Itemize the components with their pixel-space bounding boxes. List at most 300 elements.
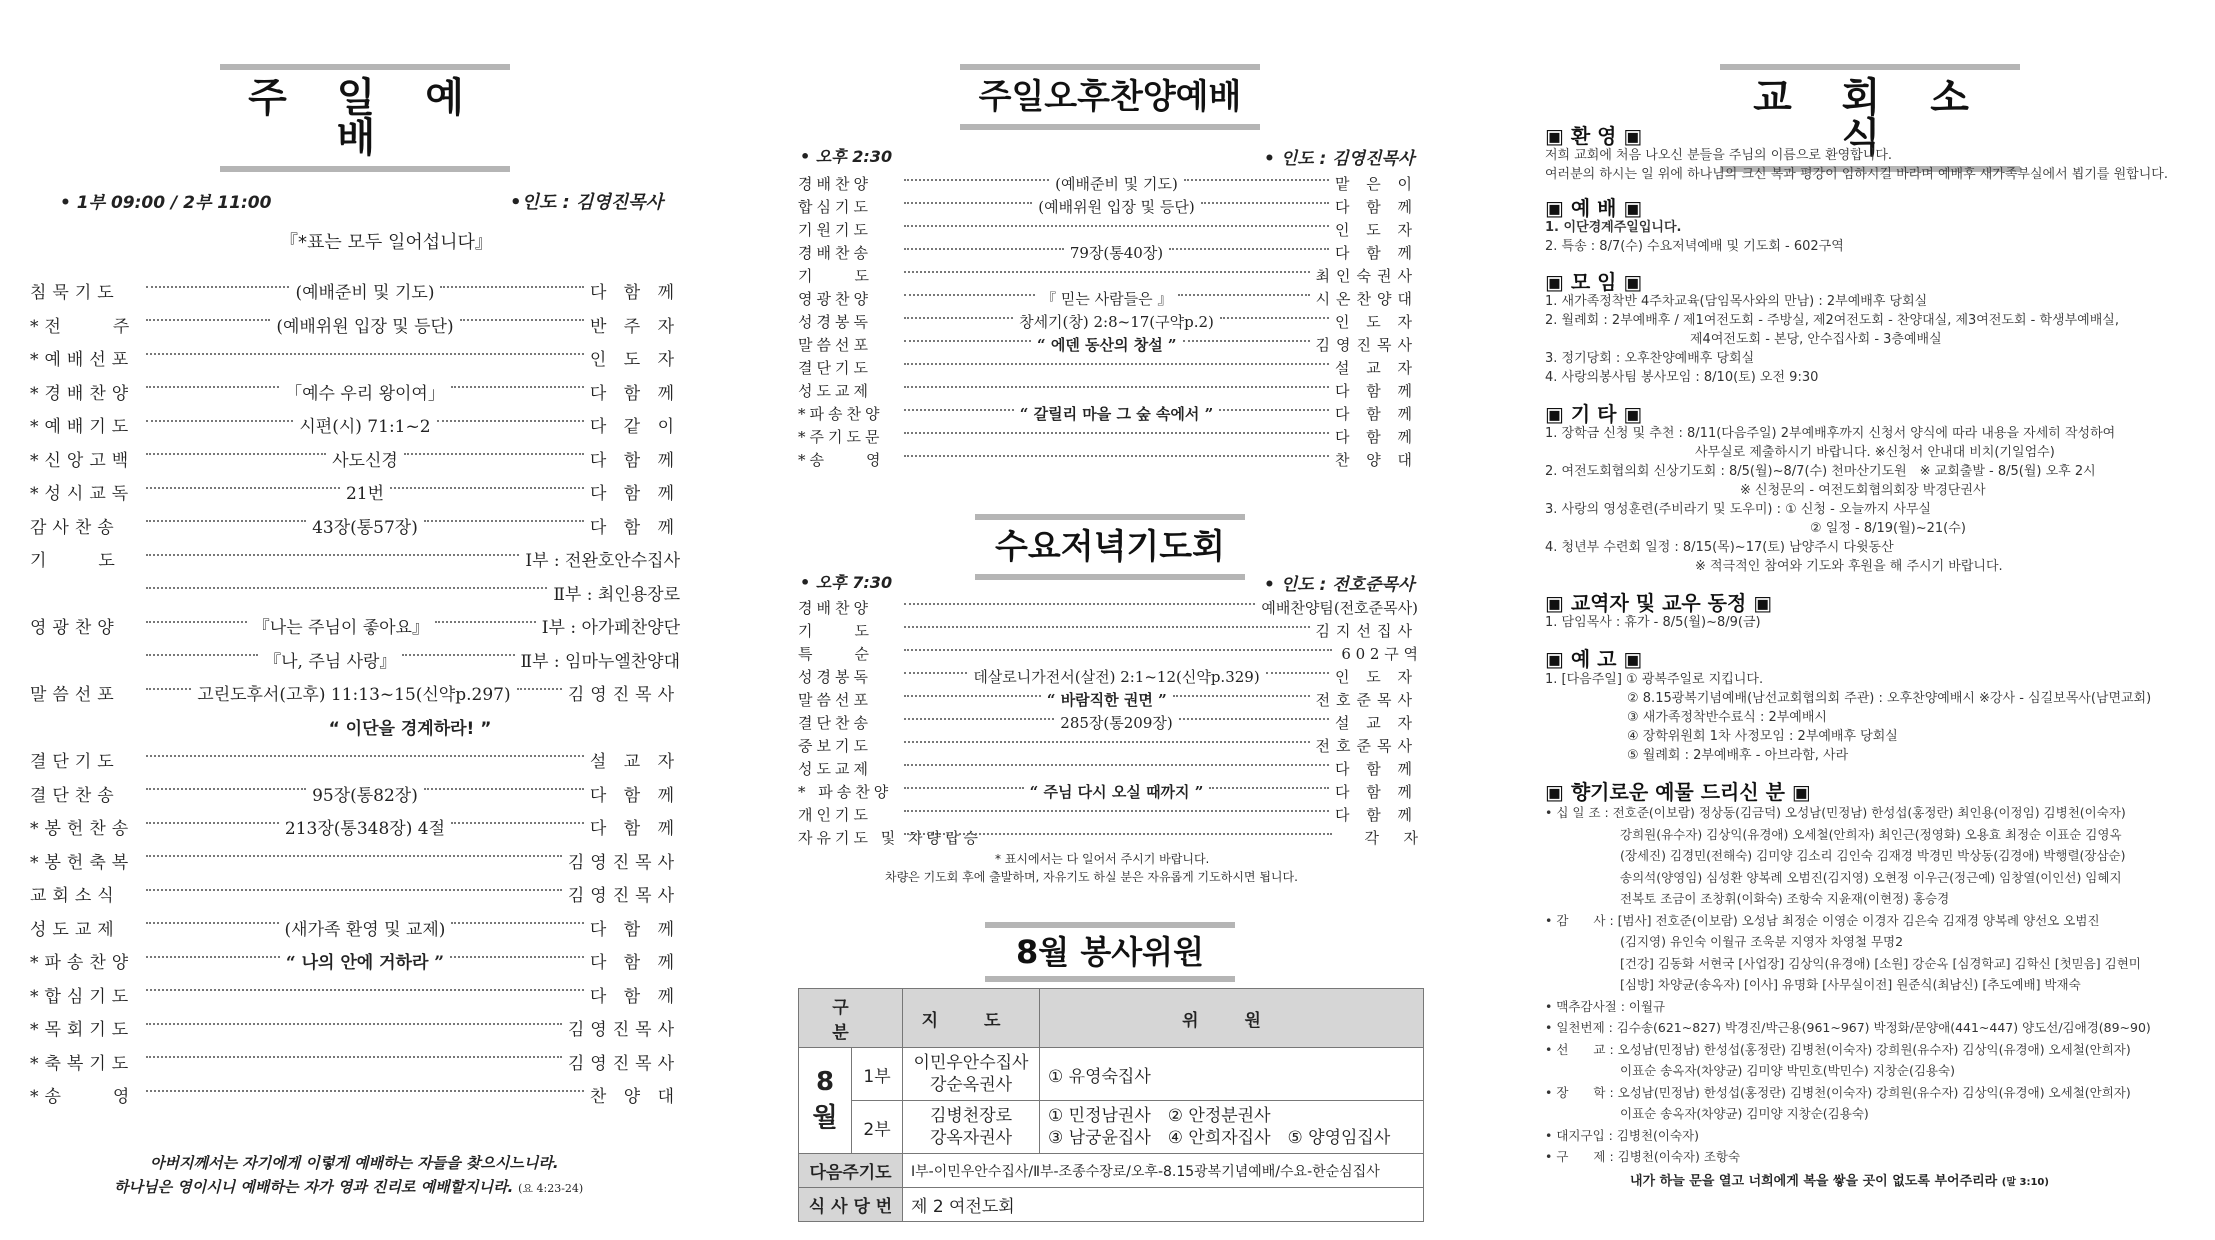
order-person: 김영진목사 — [567, 852, 680, 873]
leader-dots — [404, 453, 584, 455]
order-detail: 사도신경 — [332, 450, 398, 471]
order-row — [30, 643, 680, 677]
order-detail: 21번 — [345, 484, 384, 505]
section-etc: ▣ 기 타 ▣ — [1545, 402, 1643, 426]
order-row — [798, 264, 1418, 287]
table-next-week-label: 다음주기도 — [799, 1154, 903, 1188]
order-person: 설 교 자 — [589, 752, 680, 773]
table-leader-2 — [903, 1101, 1040, 1154]
sunday-order-list — [30, 274, 680, 1134]
order-label: *예배선포 — [30, 350, 135, 371]
order-person: Ⅰ부 : 전완호안수집사 — [525, 551, 680, 572]
order-label: 말씀선포 — [798, 691, 872, 709]
order-detail: 『나는 주님이 좋아요』 — [252, 618, 429, 639]
order-detail: “ 에덴 동산의 창설 ” — [1036, 336, 1177, 354]
order-person: 다 함 께 — [589, 785, 680, 806]
order-person: 인 도 자 — [1334, 221, 1418, 239]
offering-line: (김지영) 유인숙 이월규 조욱분 지영자 차영철 무명2 — [1620, 934, 1904, 949]
order-label: 침묵기도 — [30, 283, 120, 304]
order-detail: 213장(통348장) 4절 — [284, 819, 445, 840]
order-person: 김영진목사 — [1315, 336, 1418, 354]
leader-dots — [146, 654, 258, 656]
wednesday-foot-note1: * 표시에서는 다 일어서 주시기 바랍니다. — [995, 852, 1210, 866]
order-label: 감사찬송 — [30, 517, 120, 538]
order-person: 다 함 께 — [1334, 760, 1418, 778]
leader-dots — [904, 695, 1041, 697]
table-members-1: ① 유영숙집사 — [1040, 1048, 1424, 1101]
section-offering: ▣ 향기로운 예물 드리신 분 ▣ — [1545, 780, 1811, 804]
order-row — [30, 308, 680, 342]
order-person: 인 도 자 — [1334, 313, 1418, 331]
leader-dots — [904, 626, 1310, 628]
etc-line3b: ② 일정 - 8/19(월)~21(수) — [1810, 521, 1966, 536]
welcome-line1: 저희 교회에 처음 나오신 분들을 주님의 이름으로 환영합니다. — [1545, 148, 1893, 163]
table-part-1: 1부 — [852, 1048, 903, 1101]
order-row — [30, 475, 680, 509]
wednesday-foot-note2: 차량은 기도회 후에 출발하며, 자유기도 하실 분은 자유롭게 기도하시면 됩니다. — [885, 870, 1298, 884]
table-row — [799, 1101, 1424, 1154]
leader-dots — [146, 420, 293, 422]
order-row — [798, 195, 1418, 218]
order-row — [30, 944, 680, 978]
order-label: *전 주 — [30, 316, 136, 337]
order-label: 성경봉독 — [798, 313, 872, 331]
order-person: 다 함 께 — [1334, 806, 1418, 824]
leader-dots — [451, 922, 584, 924]
offering-line: 전복토 조금이 조창휘(이화숙) 조항숙 지윤재(이현정) 홍승경 — [1620, 891, 1950, 906]
order-person: 김지선집사 — [1315, 622, 1418, 640]
leader-dots — [904, 202, 1032, 204]
leader-dots — [146, 587, 547, 589]
table-next-week-value: Ⅰ부-이민우안수집사/Ⅱ부-조종수장로/오후-8.15광복기념예배/수요-한순심집사 — [903, 1154, 1424, 1188]
service-committee-title: 8월 봉사위원 — [985, 922, 1235, 982]
welcome-line2: 여러분의 하시는 일 위에 하나님의 크신 복과 평강이 임하시길 바라며 예배후 새가족부실에서 뵙기를 원합니다. — [1545, 167, 2168, 182]
order-label: *송 영 — [798, 451, 885, 469]
order-label: 결단기도 — [30, 752, 120, 773]
offering-line: • 장 학 : 오성남(민정남) 한성섭(홍정란) 김병천(이숙자) 강희원(유수자) 김상익(유경애) 오세철(안희자) — [1545, 1084, 2131, 1100]
order-label: *합심기도 — [30, 986, 135, 1007]
order-row — [798, 379, 1418, 402]
order-detail: (새가족 환영 및 교제) — [284, 919, 446, 940]
leader-dots — [904, 810, 1329, 812]
order-row — [30, 844, 680, 878]
offering-line: (장세진) 김경민(전해숙) 김미양 김소리 김인숙 김재경 박경민 박상동(김경애) 박행렬(장삼순) — [1620, 848, 2126, 863]
order-label: 결단찬송 — [798, 714, 872, 732]
order-row — [30, 609, 680, 643]
order-person: 최인숙권사 — [1315, 267, 1418, 285]
order-person: 전호준목사 — [1315, 691, 1419, 709]
order-row — [30, 375, 680, 409]
order-label: 성경봉독 — [798, 668, 872, 686]
order-person: 다 함 께 — [589, 953, 681, 974]
leader-dots — [1219, 409, 1329, 411]
leader-dots — [1169, 248, 1329, 250]
order-row — [798, 803, 1418, 826]
leader-dots — [904, 363, 1329, 365]
order-row — [798, 734, 1418, 757]
order-person: 다 함 께 — [589, 919, 680, 940]
order-label: 기 도 — [798, 267, 873, 285]
order-detail: 고린도후서(고후) 11:13~15(신약p.297) — [197, 685, 511, 706]
order-label: 교회소식 — [30, 886, 120, 907]
order-row — [30, 978, 680, 1012]
order-row — [798, 448, 1418, 471]
order-label: 성도교제 — [798, 382, 872, 400]
leader-dots — [904, 649, 1332, 651]
order-row — [798, 402, 1418, 425]
section-worship: ▣ 예 배 ▣ — [1545, 196, 1643, 220]
leader-dots — [146, 688, 191, 690]
leader-dots — [1266, 672, 1329, 674]
leader-dots — [904, 787, 1024, 789]
worship-line1: 1. 이단경계주일입니다. — [1545, 220, 1682, 235]
leader-dots — [146, 353, 584, 355]
afternoon-time: • 오후 2:30 — [800, 147, 893, 166]
order-detail: “ 바람직한 권면 ” — [1046, 691, 1167, 709]
order-row — [30, 676, 680, 710]
leader-dots — [904, 340, 1031, 342]
offering-line: 강희원(유수자) 김상익(유경애) 오세철(안희자) 최인근(정영화) 오용효 최정순 이표순 김영옥 — [1620, 826, 2122, 842]
leader-dots — [424, 788, 584, 790]
leader-dots — [146, 487, 340, 489]
leader-dots — [460, 319, 584, 321]
order-label: *파송찬양 — [30, 953, 135, 974]
order-row — [798, 642, 1418, 665]
table-leader-1 — [903, 1048, 1040, 1101]
wednesday-time: • 오후 7:30 — [800, 573, 893, 592]
leader-dots — [904, 432, 1329, 434]
wednesday-prayer-title: 수요저녁기도회 — [975, 514, 1245, 580]
order-person: 다 함 께 — [589, 283, 681, 304]
order-label: *주기도문 — [798, 428, 884, 446]
order-detail: 43장(통57장) — [312, 517, 418, 538]
order-person: 김영진목사 — [567, 886, 680, 907]
leader-dots — [424, 520, 584, 522]
order-label: 영광찬양 — [798, 290, 872, 308]
etc-line3: 3. 사랑의 영성훈련(주비라기 및 도우미) : ① 신청 - 오늘까지 사무실 — [1545, 502, 1931, 517]
offering-line: • 구 제 : 김병천(이숙자) 조항숙 — [1545, 1149, 1741, 1164]
order-person: 시온찬양대 — [1315, 290, 1419, 308]
order-detail: 창세기(창) 2:8~17(구약p.2) — [1019, 313, 1214, 331]
worship-time: • 1부 09:00 / 2부 11:00 — [60, 193, 272, 213]
order-person: 예배찬양팀(전호준목사) — [1261, 599, 1418, 617]
order-row — [30, 777, 680, 811]
order-label: 개인기도 — [798, 806, 872, 824]
order-detail: (예배위원 입장 및 등단) — [1038, 198, 1195, 216]
order-person: 각 자 — [1364, 829, 1418, 847]
order-detail: 『 믿는 사람들은 』 — [1041, 290, 1173, 308]
order-detail: 95장(통82장) — [312, 785, 418, 806]
order-row — [30, 1078, 680, 1112]
leader-dots — [390, 487, 584, 489]
order-person: 다 함 께 — [589, 383, 680, 404]
table-row — [799, 1188, 1424, 1222]
meeting-line1: 1. 새가족정착반 4주차교육(담임목사와의 만남) : 2부예배후 당회실 — [1545, 294, 1928, 309]
leader-dots — [904, 179, 1049, 181]
order-person: 다 함 께 — [1335, 783, 1419, 801]
notice-line4: ④ 장학위원회 1차 사정모임 : 2부예배후 당회실 — [1627, 729, 1898, 744]
order-person: 다 함 께 — [589, 517, 680, 538]
leader-dots — [146, 956, 280, 958]
service-committee-table — [798, 988, 1424, 1222]
leader-dots — [1183, 340, 1310, 342]
offering-line: [심방] 차양균(송옥자) [이사] 유명화 [사무실이전] 원준식(최남신) [추도예배] 박재숙 — [1620, 977, 2081, 992]
leader-dots — [1201, 202, 1329, 204]
etc-line4b: ※ 적극적인 참여와 기도와 후원을 해 주시기 바랍니다. — [1695, 559, 2003, 574]
leader-dots — [904, 386, 1329, 388]
section-meeting: ▣ 모 임 ▣ — [1545, 270, 1643, 294]
order-row — [30, 576, 680, 610]
order-label: 경배찬양 — [798, 175, 872, 193]
leader-dots — [440, 286, 583, 288]
order-person: 인 도 자 — [1335, 668, 1419, 686]
offering-line: • 선 교 : 오성남(민정남) 한성섭(홍정란) 김병천(이숙자) 강희원(유수자) 김상익(유경애) 오세철(안희자) — [1545, 1041, 2131, 1057]
order-label: *신앙고백 — [30, 450, 135, 471]
leader-dots — [146, 788, 306, 790]
order-row — [798, 665, 1418, 688]
table-leader-1a: 이민우안수집사 — [913, 1053, 1029, 1073]
order-row — [798, 780, 1418, 803]
order-row — [30, 274, 680, 308]
order-person: Ⅰ부 : 아가페찬양단 — [541, 618, 680, 639]
section-welcome: ▣ 환 영 ▣ — [1545, 124, 1643, 148]
leader-dots — [146, 621, 247, 623]
leader-dots — [450, 956, 584, 958]
church-news-title: 교 회 소 식 — [1720, 64, 2020, 172]
leader-dots — [402, 654, 514, 656]
order-row — [30, 341, 680, 375]
order-detail: (예배준비 및 기도) — [1055, 175, 1178, 193]
wednesday-leader: • 인도 : 전호준목사 — [1264, 575, 1415, 595]
closing-verse-ref: (요 4:23-24) — [518, 1182, 584, 1195]
table-month: 8월 — [799, 1048, 852, 1154]
offering-line: • 맥추감사절 : 이월규 — [1545, 998, 1666, 1014]
order-row — [30, 1011, 680, 1045]
order-person: 다 함 께 — [589, 484, 681, 505]
order-row — [798, 711, 1418, 734]
leader-dots — [146, 855, 562, 857]
order-detail: 285장(통209장) — [1060, 714, 1173, 732]
order-label: 결단찬송 — [30, 785, 120, 806]
leader-dots — [1220, 317, 1329, 319]
order-label: 경배찬송 — [798, 244, 872, 262]
order-label: * 파송찬양 — [798, 783, 893, 801]
order-detail: “ 갈릴리 마을 그 숲 속에서 ” — [1019, 405, 1214, 423]
leader-dots — [904, 764, 1329, 766]
table-part-2: 2부 — [852, 1101, 903, 1154]
leader-dots — [146, 922, 279, 924]
order-detail: “ 주님 다시 오실 때까지 ” — [1029, 783, 1204, 801]
order-person: 맡 은 이 — [1334, 175, 1418, 193]
order-row — [30, 877, 680, 911]
table-row — [799, 1154, 1424, 1188]
leader-dots — [146, 822, 279, 824]
offering-line: • 대지구입 : 김병천(이숙자) — [1545, 1127, 1700, 1143]
leader-dots — [1184, 179, 1329, 181]
order-row — [798, 287, 1418, 310]
order-label: *봉헌축복 — [30, 852, 135, 873]
leader-dots — [435, 621, 536, 623]
order-row — [798, 826, 1418, 849]
order-person: Ⅱ부 : 최인용장로 — [553, 584, 680, 605]
leader-dots — [146, 1023, 562, 1025]
order-person: 설 교 자 — [1334, 359, 1418, 377]
leader-dots — [451, 822, 584, 824]
leader-dots — [146, 989, 584, 991]
offering-verse-text: 내가 하늘 문을 열고 너희에게 복을 쌓을 곳이 없도록 부어주리라 — [1630, 1174, 1998, 1189]
etc-line2: 2. 여전도회협의회 신상기도회 : 8/5(월)~8/7(수) 천마산기도원 ※ 교회출발 - 8/5(월) 오후 2시 — [1545, 464, 2096, 479]
order-person: 다 함 께 — [589, 986, 680, 1007]
order-row — [30, 743, 680, 777]
order-label: 기 도 — [30, 551, 121, 572]
order-label: *성시교독 — [30, 484, 135, 505]
order-row — [30, 911, 680, 945]
table-meal-value: 제 2 여전도회 — [903, 1188, 1424, 1222]
leader-dots — [904, 271, 1310, 273]
order-detail: 「예수 우리 왕이여」 — [285, 383, 445, 404]
order-row — [798, 596, 1418, 619]
order-person: 다 함 께 — [1334, 198, 1418, 216]
order-person: 다 함 께 — [1334, 428, 1418, 446]
leader-dots — [904, 833, 1332, 835]
order-label: 성도교제 — [30, 919, 120, 940]
leader-dots — [904, 603, 1255, 605]
afternoon-order-list — [798, 172, 1418, 472]
order-person: 김영진목사 — [567, 1020, 680, 1041]
leader-dots — [1173, 695, 1310, 697]
order-label: 합심기도 — [798, 198, 872, 216]
closing-verse-line1: 아버지께서는 자기에게 이렇게 예배하는 자들을 찾으시느니라. — [150, 1154, 559, 1172]
etc-line1: 1. 장학금 신청 및 추천 : 8/11(다음주일) 2부예배후까지 신청서 양식에 따라 내용을 자세히 작성하여 — [1545, 426, 2116, 441]
order-detail: 데살로니가전서(살전) 2:1~12(신약p.329) — [973, 668, 1260, 686]
order-person: 찬 양 대 — [1334, 451, 1418, 469]
afternoon-worship-title: 주일오후찬양예배 — [960, 64, 1260, 130]
table-header-leader: 지 도 — [903, 989, 1040, 1048]
order-label: 자유기도 및 차량탑승 — [798, 829, 982, 847]
table-leader-2b: 강옥자권사 — [929, 1128, 1013, 1148]
order-label: *축복기도 — [30, 1053, 135, 1074]
table-header-row — [799, 989, 1424, 1048]
meeting-line3: 3. 정기당회 : 오후찬양예배후 당회실 — [1545, 351, 1755, 366]
table-members-2 — [1040, 1101, 1424, 1154]
table-leader-2a: 김병천장로 — [929, 1106, 1013, 1126]
notice-line2: ② 8.15광복기념예배(남선교회협의회 주관) : 오후찬양예배시 ※강사 - 심길보목사(남면교회) — [1627, 691, 2152, 706]
sunday-worship-title: 주 일 예 배 — [220, 64, 510, 172]
leader-dots — [904, 741, 1310, 743]
order-row — [30, 442, 680, 476]
offering-verse-ref: (말 3:10) — [2001, 1177, 2049, 1188]
etc-line2b: ※ 신청문의 - 여전도회협의회장 박경단권사 — [1740, 483, 1986, 498]
section-staff-news: ▣ 교역자 및 교우 동정 ▣ — [1545, 591, 1773, 615]
leader-dots — [904, 718, 1054, 720]
offering-line: 이표순 송옥자(차양균) 김미양 지창순(김용숙) — [1620, 1106, 1869, 1121]
table-header-division: 구 분 — [799, 989, 903, 1048]
order-row — [798, 757, 1418, 780]
order-label: 기 도 — [798, 622, 873, 640]
leader-dots — [904, 455, 1329, 457]
closing-verse-text: 하나님은 영이시니 예배하는 자가 영과 진리로 예배할지니라. — [114, 1178, 514, 1196]
worship-leader: •인도 : 김영진목사 — [510, 192, 663, 213]
order-row — [798, 356, 1418, 379]
leader-dots — [451, 386, 584, 388]
order-detail: (예배위원 입장 및 등단) — [276, 316, 454, 337]
table-row — [799, 1048, 1424, 1101]
order-row — [30, 509, 680, 543]
leader-dots — [904, 225, 1329, 227]
offering-verse — [1630, 1170, 2049, 1189]
leader-dots — [904, 409, 1014, 411]
meeting-line4: 4. 사랑의봉사팀 봉사모임 : 8/10(토) 오전 9:30 — [1545, 370, 1819, 385]
meeting-line2b: 제4여전도회 - 본당, 안수집사회 - 3층예배실 — [1690, 332, 1942, 347]
notice-line1: 1. [다음주일] ① 광복주일로 지킵니다. — [1545, 672, 1764, 687]
order-detail: 79장(통40장) — [1069, 244, 1164, 262]
order-label: 영광찬양 — [30, 618, 120, 639]
offering-line: 송의석(양영임) 심성환 양복례 오범진(김지영) 오현정 이우근(정근예) 임창열(이인선) 임혜지 — [1620, 869, 2122, 885]
table-leader-1b: 강순옥권사 — [929, 1075, 1013, 1095]
leader-dots — [146, 889, 562, 891]
order-row — [798, 619, 1418, 642]
leader-dots — [904, 294, 1035, 296]
offering-line: • 일천번제 : 김수송(621~827) 박경진/박근용(961~967) 박정화/문양애(441~447) 양도선/김애경(89~90) — [1545, 1020, 2151, 1035]
order-label: 경배찬양 — [798, 599, 872, 617]
order-row — [30, 710, 680, 744]
order-detail: 『나, 주님 사랑』 — [264, 651, 397, 672]
meeting-line2: 2. 월례회 : 2부예배후 / 제1여전도회 - 주방실, 제2여전도회 - 찬양대실, 제3여전도회 - 학생부예배실, — [1545, 313, 2119, 328]
order-person: 다 함 께 — [1335, 405, 1419, 423]
leader-dots — [146, 554, 519, 556]
order-row — [798, 425, 1418, 448]
leader-dots — [146, 453, 326, 455]
order-person: 다 함 께 — [1334, 244, 1418, 262]
offering-line: [건강] 김동화 서현국 [사업장] 김상익(유경애) [소원] 강순옥 [심경학교] 김학신 [첫믿음] 김현미 — [1620, 955, 2141, 971]
order-person: 인 도 자 — [589, 350, 680, 371]
order-label: *경배찬양 — [30, 383, 135, 404]
order-row — [30, 810, 680, 844]
order-label: 중보기도 — [798, 737, 872, 755]
leader-dots — [146, 286, 289, 288]
table-members-2b: ③ 남궁윤집사 ④ 안희자집사 ⑤ 양영임집사 — [1048, 1128, 1391, 1148]
etc-line4: 4. 청년부 수련회 일정 : 8/15(목)~17(토) 남양주시 다윗동산 — [1545, 540, 1894, 555]
order-detail: 시편(시) 71:1~2 — [299, 417, 431, 438]
offering-line: 이표순 송옥자(차양균) 김미양 박민호(박민수) 지창순(김용숙) — [1620, 1063, 1955, 1078]
order-row — [30, 542, 680, 576]
order-row — [798, 688, 1418, 711]
leader-dots — [517, 688, 562, 690]
order-label: *봉헌찬송 — [30, 819, 135, 840]
wednesday-order-list — [798, 596, 1418, 856]
leader-dots — [146, 755, 584, 757]
order-label: 말씀선포 — [798, 336, 872, 354]
order-person: 김영진목사 — [567, 1053, 680, 1074]
order-row — [30, 1045, 680, 1079]
order-row — [30, 408, 680, 442]
notice-line5: ⑤ 월례회 : 2부예배후 - 아브라함, 사라 — [1627, 748, 1849, 763]
leader-dots — [1179, 718, 1329, 720]
closing-verse-line2 — [114, 1176, 583, 1197]
order-label: *파송찬양 — [798, 405, 884, 423]
order-label: 말씀선포 — [30, 685, 120, 706]
order-person: 6 0 2 구 역 — [1341, 645, 1418, 663]
leader-dots — [904, 672, 967, 674]
leader-dots — [437, 420, 584, 422]
order-label: 성도교제 — [798, 760, 872, 778]
order-label: 기원기도 — [798, 221, 872, 239]
afternoon-column — [790, 0, 1430, 1240]
leader-dots — [1178, 294, 1309, 296]
order-person: 설 교 자 — [1335, 714, 1419, 732]
leader-dots — [146, 319, 270, 321]
order-row — [798, 172, 1418, 195]
